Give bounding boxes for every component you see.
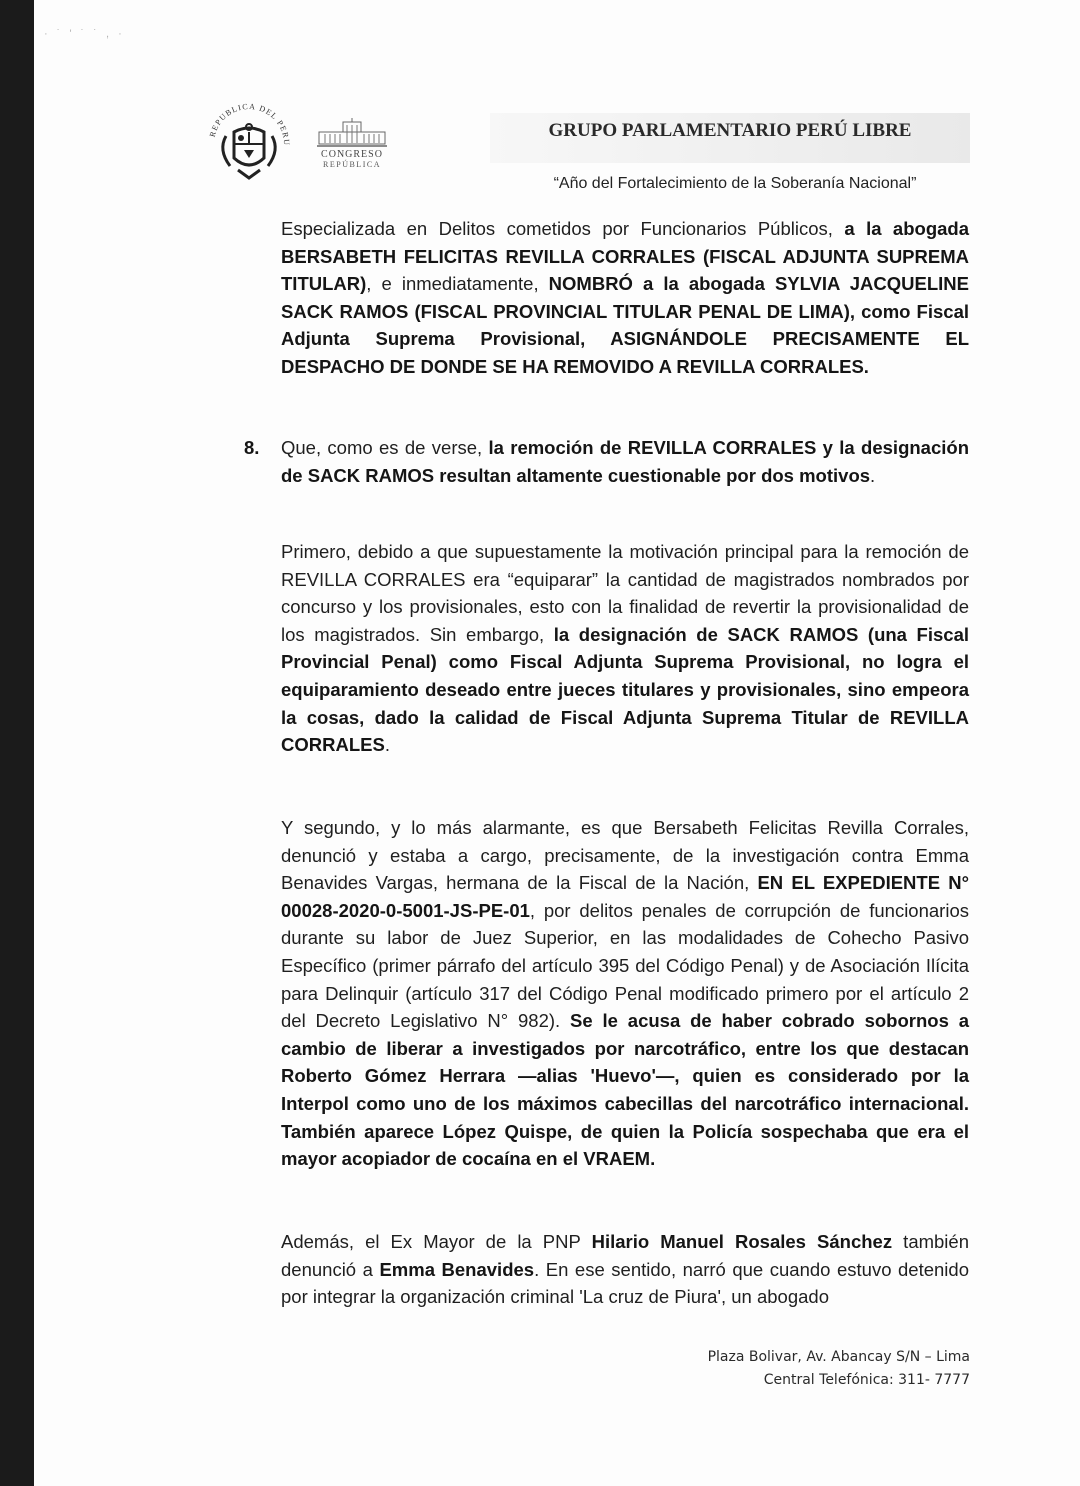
year-motto: “Año del Fortalecimiento de la Soberanía Nacional” xyxy=(553,175,917,192)
text-run: , por delitos penales de corrupción de funcionarios durante su labor de Juez Superior, en las modalidades de Cohecho Pasivo Específico (primer párrafo del artículo 395 del Código Penal) y de Asociación Ilícita para Delinquir (artículo 317 del Código Penal modificado primero por el artículo 2 del Decreto Legislativo N° 982). xyxy=(281,899,969,1032)
congress-building-icon xyxy=(317,118,387,148)
text-run: , e inmediatamente, xyxy=(366,273,549,295)
bold-text-run: EN EL EXPEDIENTE N° 00028-2020-0-5001-JS-PE-01 xyxy=(281,872,969,921)
bold-text-run: Hilario Manuel Rosales Sánchez xyxy=(591,1231,893,1252)
footer-phone: Central Telefónica: 311- 7777 xyxy=(763,1372,970,1388)
congreso-logo xyxy=(310,118,394,182)
paragraph-ademas xyxy=(281,1228,969,1311)
footer-address: Plaza Bolivar, Av. Abancay S/N – Lima xyxy=(707,1349,970,1365)
bold-text-run: a la abogada BERSABETH FELICITAS REVILLA CORRALES (FISCAL ADJUNTA SUPREMA TITULAR) xyxy=(281,218,969,295)
paragraph-continuation xyxy=(281,215,969,381)
paragraph-segundo xyxy=(281,814,969,1173)
text-run: . En ese sentido, narró que cuando estuvo detenido por integrar la organización criminal 'La cruz de Piura', un abogado xyxy=(281,1258,969,1308)
text-run: Que, como es de verse, xyxy=(281,437,489,458)
scan-artifact: · ˙ ' ˙ ˙ , · xyxy=(44,28,125,40)
congreso-label: CONGRESO xyxy=(321,149,383,160)
paragraph-item-8 xyxy=(281,434,969,489)
bold-text-run: la remoción de REVILLA CORRALES y la designación de SACK RAMOS resultan altamente cuestionable por dos motivos xyxy=(281,437,969,486)
bold-text-run: Emma Benavides xyxy=(379,1258,535,1280)
left-dark-margin xyxy=(0,0,34,1486)
text-run: . xyxy=(384,734,390,756)
republica-label: REPÚBLICA xyxy=(323,160,381,169)
paragraph-primero xyxy=(281,538,969,759)
text-run: también denunció a xyxy=(281,1231,969,1280)
bold-text-run: la designación de SACK RAMOS (una Fiscal Provincial Penal) como Fiscal Adjunta Suprema Provisional, no logra el equiparamiento deseado entre jueces titulares y provisionales, sino empeora la cosas, dado la calidad de Fiscal Adjunta Suprema Titular de REVILLA CORRALES xyxy=(281,623,969,756)
text-run: Y segundo, y lo más alarmante, es que Bersabeth Felicitas Revilla Corrales, denunció y estaba a cargo, precisamente, de la investigación contra Emma Benavides Vargas, hermana de la Fiscal de la Nación, xyxy=(281,817,969,894)
bold-text-run: Se le acusa de haber cobrado sobornos a cambio de liberar a investigados por narcotráfico, entre los que destacan Roberto Gómez Herrara —alias 'Huevo'—, quien es considerado por la Interpol como uno de los máximos cabecillas del narcotráfico internacional. También aparece López Quispe, de quien la Policía sospechaba que era el mayor acopiador de cocaína en el VRAEM. xyxy=(281,1010,969,1170)
group-title: GRUPO PARLAMENTARIO PERÚ LIBRE xyxy=(548,120,912,141)
text-run: Especializada en Delitos cometidos por Funcionarios Públicos, xyxy=(281,218,845,239)
text-run: Primero, debido a que supuestamente la motivación principal para la remoción de REVILLA CORRALES era “equiparar” la cantidad de magistrados nombrados por concurso y los provisionales, esto con la finalidad de revertir la provisionalidad de los magistrados. Sin embargo, xyxy=(281,541,969,645)
text-run: . xyxy=(870,464,876,486)
svg-text:REPUBLICA DEL PERU: REPUBLICA DEL PERU xyxy=(207,101,292,147)
bold-text-run: NOMBRÓ a la abogada SYLVIA JACQUELINE SACK RAMOS (FISCAL PROVINCIAL TITULAR PENAL DE LIMA), como Fiscal Adjunta Suprema Provisional, ASIGNÁNDOLE PRECISAMENTE EL DESPACHO DE DONDE SE HA REMOVIDO A REVILLA CORRALES. xyxy=(281,273,969,377)
item-number: 8. xyxy=(244,437,260,458)
footer xyxy=(600,1346,970,1392)
text-run: Además, el Ex Mayor de la PNP xyxy=(281,1231,592,1252)
peru-seal-icon xyxy=(204,100,294,186)
